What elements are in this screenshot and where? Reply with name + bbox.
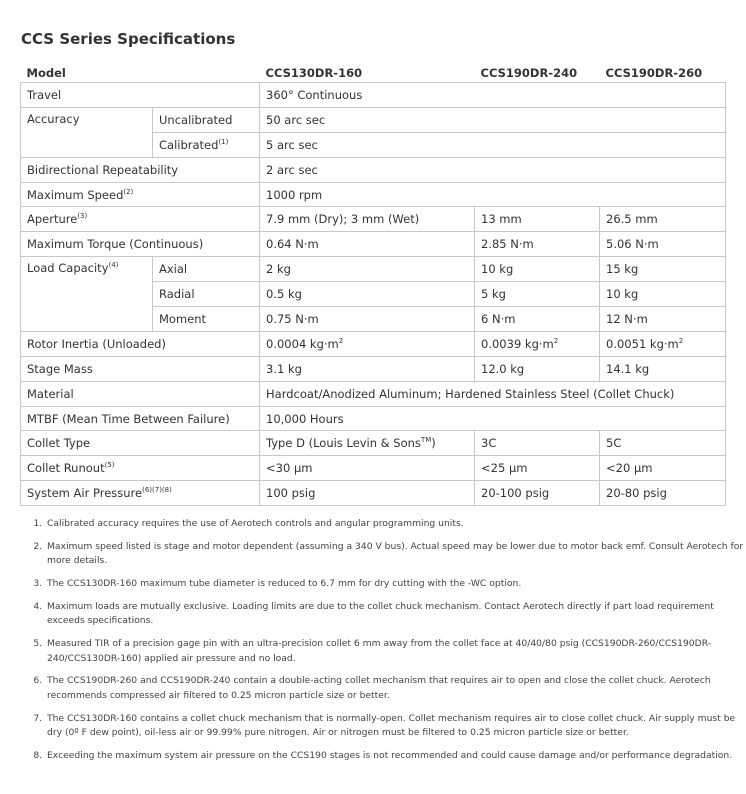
footnote-item: 2. Maximum speed listed is stage and motor dependent (assuming a 340 V bus). Actual speed may be lower due to motor back emf. Consult Aerotech for more details.	[45, 540, 746, 569]
row-label-collet-type: Collet Type	[21, 431, 260, 456]
row-label-stage-mass: Stage Mass	[21, 356, 260, 381]
footnote-ref: (1)	[218, 137, 229, 146]
value-radial-c1: 0.5 kg	[260, 282, 475, 307]
value-air-c1: 100 psig	[260, 481, 475, 506]
row-label-load-capacity	[21, 257, 153, 332]
max-speed-label: Maximum Speed	[27, 187, 124, 202]
value-max-speed: 1000 rpm	[260, 182, 726, 207]
row-label-rotor-inertia: Rotor Inertia (Unloaded)	[21, 331, 260, 356]
value-air-c2: 20-100 psig	[475, 481, 600, 506]
sublabel-axial: Axial	[153, 257, 260, 282]
specifications-table	[20, 64, 726, 506]
inertia-c2-text: 0.0039 kg·m	[481, 336, 554, 351]
value-torque-c1: 0.64 N·m	[260, 232, 475, 257]
load-capacity-label: Load Capacity	[27, 261, 109, 276]
row-label-material: Material	[21, 381, 260, 406]
table-row	[21, 356, 726, 381]
sublabel-radial: Radial	[153, 282, 260, 307]
value-aperture-c1: 7.9 mm (Dry); 3 mm (Wet)	[260, 207, 475, 232]
table-row	[21, 331, 726, 356]
value-torque-c2: 2.85 N·m	[475, 232, 600, 257]
footnote-item: 5. Measured TIR of a precision gage pin with an ultra-precision collet 6 mm away from the collet face at 40/40/80 psig (CCS190DR-260/CCS190DR-240/CCS130DR-160) applied air pressure and no load.	[45, 637, 746, 666]
header-ccs190dr-260: CCS190DR-260	[605, 66, 703, 80]
row-label-travel: Travel	[21, 83, 260, 108]
footnote-item: 3. The CCS130DR-160 maximum tube diameter is reduced to 6.7 mm for dry cutting with the -WC option.	[45, 577, 746, 592]
value-travel: 360° Continuous	[260, 83, 726, 108]
table-row	[21, 83, 726, 108]
aperture-label: Aperture	[27, 212, 78, 227]
collet-type-c1-end: )	[431, 436, 436, 451]
value-inertia-c3	[600, 331, 726, 356]
value-moment-c2: 6 N·m	[475, 307, 600, 332]
footnote-ref: (2)	[123, 187, 134, 196]
value-mass-c2: 12.0 kg	[475, 356, 600, 381]
header-model: Model	[26, 66, 66, 80]
row-label-air-pressure	[21, 481, 260, 506]
value-runout-c2: <25 μm	[475, 456, 600, 481]
value-aperture-c2: 13 mm	[475, 207, 600, 232]
value-inertia-c1	[260, 331, 475, 356]
row-label-repeatability: Bidirectional Repeatability	[21, 157, 260, 182]
inertia-c1-text: 0.0004 kg·m	[266, 336, 339, 351]
calibrated-label: Calibrated	[159, 137, 219, 152]
table-row	[21, 107, 726, 132]
page-title: CCS Series Specifications	[21, 30, 236, 48]
row-label-collet-runout	[21, 456, 260, 481]
table-row	[21, 406, 726, 431]
row-label-accuracy: Accuracy	[21, 107, 153, 157]
footnote-item: 4. Maximum loads are mutually exclusive. Loading limits are due to the collet chuck mechanism. Contact Aerotech directly if part load requirement exceeds specifications.	[45, 600, 746, 629]
row-label-aperture	[21, 207, 260, 232]
table-row	[21, 207, 726, 232]
value-material: Hardcoat/Anodized Aluminum; Hardened Stainless Steel (Collet Chuck)	[260, 381, 726, 406]
row-label-max-torque: Maximum Torque (Continuous)	[21, 232, 260, 257]
value-mass-c1: 3.1 kg	[260, 356, 475, 381]
table-row	[21, 232, 726, 257]
collet-type-c1-text: Type D (Louis Levin & Sons	[266, 436, 421, 451]
air-pressure-label: System Air Pressure	[27, 486, 143, 501]
value-collet-type-c2: 3C	[475, 431, 600, 456]
footnote-ref: (3)	[77, 212, 88, 221]
table-row	[21, 481, 726, 506]
superscript: 2	[678, 337, 684, 346]
table-row	[21, 157, 726, 182]
value-runout-c1: <30 μm	[260, 456, 475, 481]
value-mass-c3: 14.1 kg	[600, 356, 726, 381]
footnote-ref: (5)	[104, 461, 115, 470]
inertia-c3-text: 0.0051 kg·m	[606, 336, 679, 351]
value-mtbf: 10,000 Hours	[260, 406, 726, 431]
sublabel-moment: Moment	[153, 307, 260, 332]
footnote-item: 6. The CCS190DR-260 and CCS190DR-240 contain a double-acting collet mechanism that requires air to open and close the collet chuck. Aerotech recommends compressed air filtered to 0.25 micron particle size or better.	[45, 674, 746, 703]
value-collet-type-c3: 5C	[600, 431, 726, 456]
value-radial-c2: 5 kg	[475, 282, 600, 307]
value-moment-c3: 12 N·m	[600, 307, 726, 332]
header-ccs130dr-160: CCS130DR-160	[265, 66, 363, 80]
footnote-item: 1. Calibrated accuracy requires the use of Aerotech controls and angular programming units.	[45, 517, 746, 532]
value-radial-c3: 10 kg	[600, 282, 726, 307]
sublabel-calibrated	[153, 132, 260, 157]
trademark-superscript: TM	[420, 436, 432, 445]
value-axial-c1: 2 kg	[260, 257, 475, 282]
table-row	[21, 257, 726, 282]
footnote-ref: (4)	[108, 261, 119, 270]
superscript: 2	[553, 337, 559, 346]
footnote-item: 7. The CCS130DR-160 contains a collet chuck mechanism that is normally-open. Collet mechanism requires air to close collet chuck. Air supply must be dry (0º F dew point), oil-less air or 99.99% pure nitrogen. Air or nitrogen must be filtered to 0.25 micron particle size or better.	[45, 712, 746, 741]
footnote-item: 8. Exceeding the maximum system air pressure on the CCS190 stages is not recommended and could cause damage and/or performance degradation.	[45, 749, 746, 764]
value-inertia-c2	[475, 331, 600, 356]
value-torque-c3: 5.06 N·m	[600, 232, 726, 257]
value-air-c3: 20-80 psig	[600, 481, 726, 506]
value-axial-c3: 15 kg	[600, 257, 726, 282]
value-aperture-c3: 26.5 mm	[600, 207, 726, 232]
footnotes-list	[20, 517, 746, 772]
row-label-max-speed	[21, 182, 260, 207]
value-axial-c2: 10 kg	[475, 257, 600, 282]
footnote-ref: (6)(7)(8)	[142, 486, 172, 495]
superscript: 2	[338, 337, 344, 346]
value-runout-c3: <20 μm	[600, 456, 726, 481]
value-calibrated: 5 arc sec	[260, 132, 726, 157]
value-collet-type-c1	[260, 431, 475, 456]
header-ccs190dr-240: CCS190DR-240	[480, 66, 578, 80]
sublabel-uncalibrated: Uncalibrated	[153, 107, 260, 132]
table-row	[21, 381, 726, 406]
value-repeatability: 2 arc sec	[260, 157, 726, 182]
row-label-mtbf: MTBF (Mean Time Between Failure)	[21, 406, 260, 431]
collet-runout-label: Collet Runout	[27, 461, 105, 476]
table-row	[21, 431, 726, 456]
value-uncalibrated: 50 arc sec	[260, 107, 726, 132]
table-row	[21, 182, 726, 207]
value-moment-c1: 0.75 N·m	[260, 307, 475, 332]
table-row	[21, 456, 726, 481]
header-row	[21, 64, 726, 83]
